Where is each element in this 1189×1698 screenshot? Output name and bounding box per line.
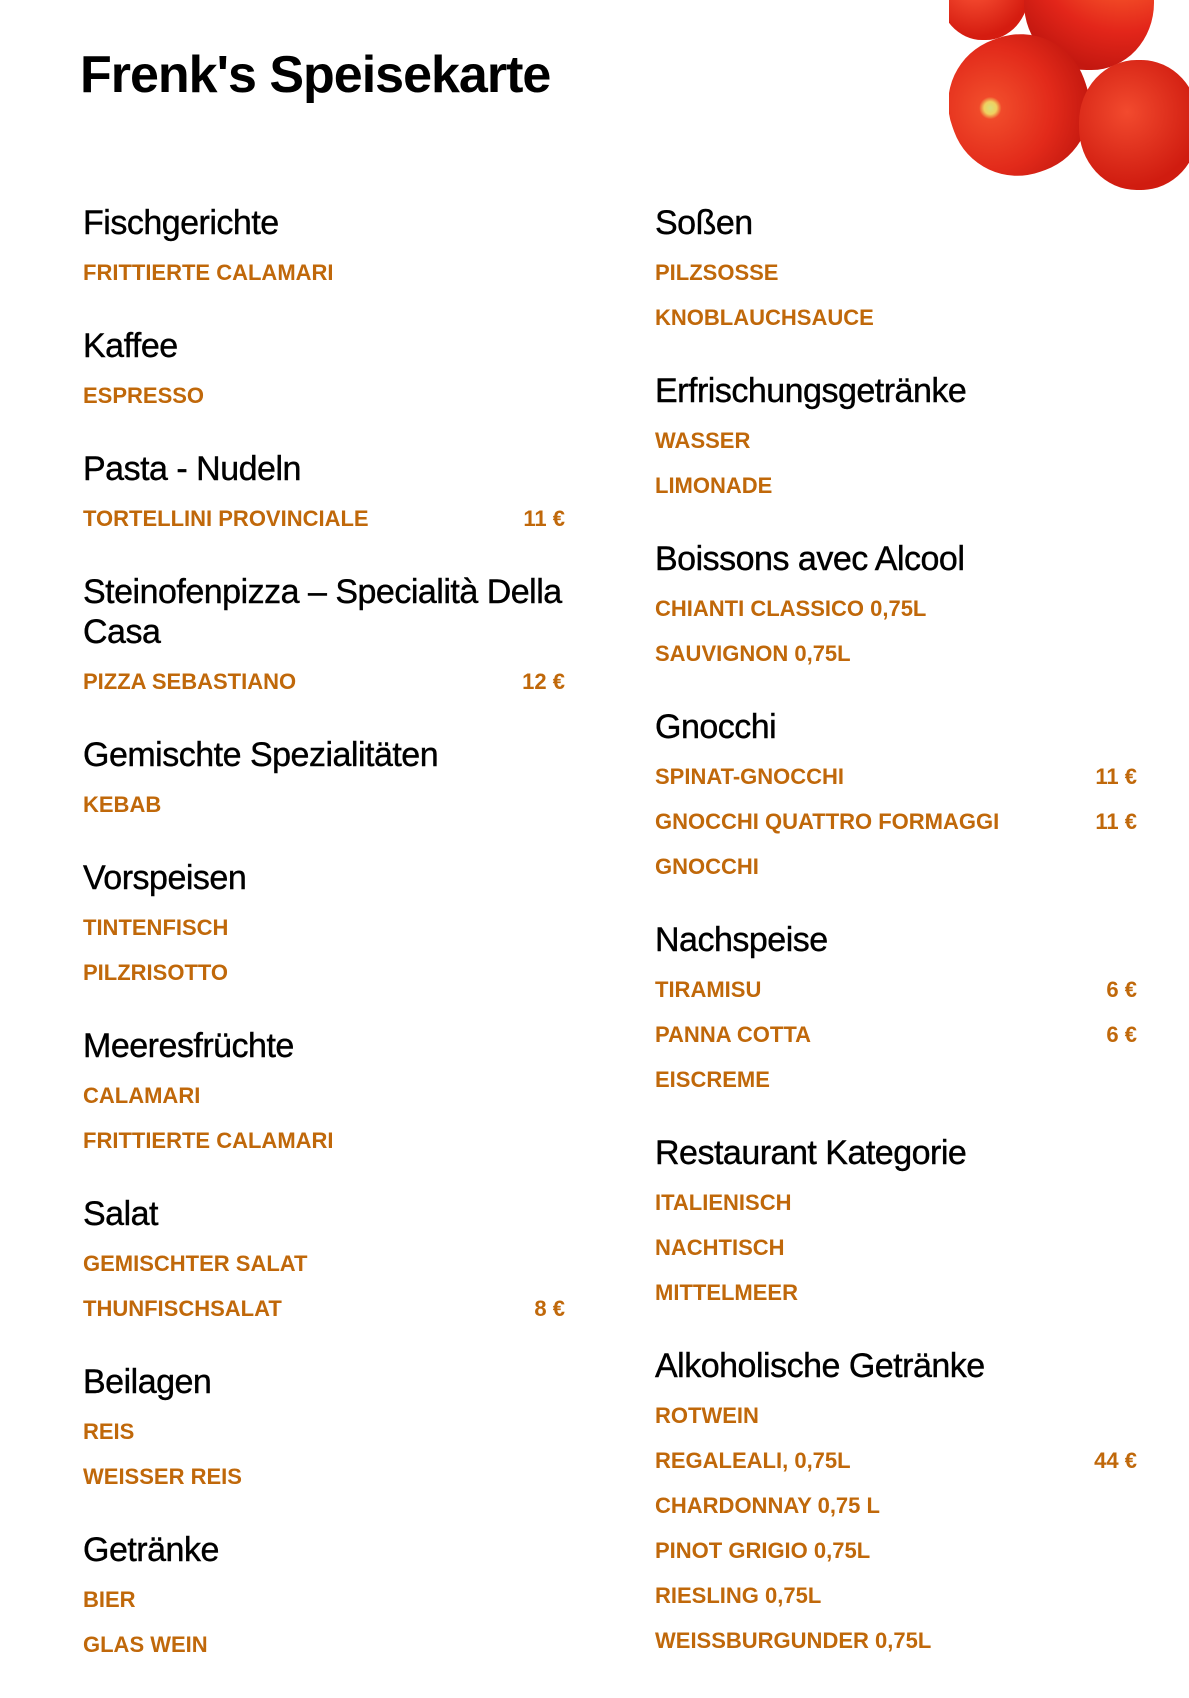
menu-item — [655, 1393, 1137, 1438]
item-name: FRITTIERTE CALAMARI — [83, 260, 334, 285]
menu-item — [655, 1573, 1137, 1618]
menu-column-left — [83, 203, 565, 1698]
item-name: THUNFISCHSALAT — [83, 1296, 282, 1321]
menu-section — [655, 539, 1137, 676]
item-name: ITALIENISCH — [655, 1190, 792, 1215]
menu-section — [83, 1194, 565, 1331]
section-heading: Restaurant Kategorie — [655, 1134, 967, 1172]
item-name: CALAMARI — [83, 1083, 201, 1108]
item-name: NACHTISCH — [655, 1235, 785, 1260]
section-heading: Getränke — [83, 1531, 219, 1569]
item-price: 8 € — [534, 1296, 565, 1321]
item-price: 11 € — [1095, 809, 1137, 834]
item-name: GEMISCHTER SALAT — [83, 1251, 308, 1276]
item-name: WASSER — [655, 428, 751, 453]
section-heading: Pasta - Nudeln — [83, 450, 301, 488]
item-price: 11 € — [523, 506, 565, 531]
item-name: EISCREME — [655, 1067, 770, 1092]
menu-item — [83, 1409, 565, 1454]
item-name: TINTENFISCH — [83, 915, 229, 940]
menu-section — [83, 1026, 565, 1163]
menu-section — [83, 1362, 565, 1499]
menu-item — [655, 586, 1137, 631]
menu-item — [83, 782, 565, 827]
page-title: Frenk's Speisekarte — [80, 46, 551, 104]
menu-item — [83, 373, 565, 418]
menu-item — [655, 463, 1137, 508]
item-name: BIER — [83, 1587, 136, 1612]
item-name: GLAS WEIN — [83, 1632, 208, 1657]
menu-section — [83, 326, 565, 418]
section-heading: Erfrischungsgetränke — [655, 372, 967, 410]
menu-item — [83, 496, 565, 541]
menu-item — [655, 1618, 1137, 1663]
menu-item — [655, 418, 1137, 463]
section-heading: Alkoholische Getränke — [655, 1347, 985, 1385]
item-name: PILZSOSSE — [655, 260, 779, 285]
menu-section — [83, 449, 565, 541]
menu-item — [83, 250, 565, 295]
item-price: 12 € — [522, 669, 565, 694]
item-name: LIMONADE — [655, 473, 773, 498]
item-name: PINOT GRIGIO 0,75L — [655, 1538, 871, 1563]
item-name: RIESLING 0,75L — [655, 1583, 822, 1608]
item-name: REIS — [83, 1419, 135, 1444]
menu-section — [655, 1133, 1137, 1315]
section-heading: Meeresfrüchte — [83, 1027, 294, 1065]
section-heading: Nachspeise — [655, 921, 828, 959]
section-heading: Boissons avec Alcool — [655, 540, 965, 578]
item-name: WEISSER REIS — [83, 1464, 242, 1489]
menu-section — [655, 1346, 1137, 1663]
menu-item — [83, 950, 565, 995]
item-name: WEISSBURGUNDER 0,75L — [655, 1628, 932, 1653]
menu-item — [83, 1073, 565, 1118]
menu-item — [83, 1454, 565, 1499]
item-price: 44 € — [1094, 1448, 1137, 1473]
section-heading: Gnocchi — [655, 708, 777, 746]
section-heading: Beilagen — [83, 1363, 212, 1401]
section-heading: Steinofenpizza – Specialità Della Casa — [83, 573, 562, 651]
menu-section — [83, 1530, 565, 1667]
section-heading: Kaffee — [83, 327, 178, 365]
menu-section — [655, 707, 1137, 889]
item-name: SAUVIGNON 0,75L — [655, 641, 851, 666]
item-name: PILZRISOTTO — [83, 960, 229, 985]
section-heading: Salat — [83, 1195, 158, 1233]
item-name: PANNA COTTA — [655, 1022, 812, 1047]
section-heading: Vorspeisen — [83, 859, 247, 897]
item-name: PIZZA SEBASTIANO — [83, 669, 297, 694]
section-heading: Fischgerichte — [83, 204, 279, 242]
menu-section — [83, 858, 565, 995]
item-name: CHIANTI CLASSICO 0,75L — [655, 596, 927, 621]
item-name: MITTELMEER — [655, 1280, 798, 1305]
menu-item — [83, 659, 565, 704]
menu-item — [83, 1577, 565, 1622]
item-name: KEBAB — [83, 792, 162, 817]
menu-item — [655, 1270, 1137, 1315]
menu-item — [83, 1286, 565, 1331]
item-name: GNOCCHI — [655, 854, 759, 879]
item-name: KNOBLAUCHSAUCE — [655, 305, 874, 330]
menu-item — [655, 1012, 1137, 1057]
tomatoes-image — [949, 0, 1189, 190]
item-name: SPINAT-GNOCCHI — [655, 764, 845, 789]
menu-section — [655, 920, 1137, 1102]
item-price: 11 € — [1095, 764, 1137, 789]
menu-item — [655, 631, 1137, 676]
item-name: TORTELLINI PROVINCIALE — [83, 506, 369, 531]
item-name: FRITTIERTE CALAMARI — [83, 1128, 334, 1153]
menu-item — [655, 754, 1137, 799]
item-name: TIRAMISU — [655, 977, 762, 1002]
menu-item — [655, 967, 1137, 1012]
section-heading: Soßen — [655, 204, 753, 242]
section-heading: Gemischte Spezialitäten — [83, 736, 439, 774]
menu-item — [655, 1180, 1137, 1225]
menu-item — [655, 250, 1137, 295]
item-price: 6 € — [1106, 1022, 1137, 1047]
item-name: ESPRESSO — [83, 383, 205, 408]
menu-item — [655, 799, 1137, 844]
menu-section — [655, 371, 1137, 508]
item-name: REGALEALI, 0,75L — [655, 1448, 851, 1473]
menu-item — [655, 1057, 1137, 1102]
menu-section — [83, 735, 565, 827]
menu-item — [655, 844, 1137, 889]
menu-item — [655, 1483, 1137, 1528]
menu-item — [655, 295, 1137, 340]
menu-section — [655, 203, 1137, 340]
menu-item — [655, 1225, 1137, 1270]
menu-column-right — [655, 203, 1137, 1694]
menu-item — [83, 905, 565, 950]
menu-section — [83, 572, 565, 704]
menu-item — [83, 1622, 565, 1667]
menu-item — [655, 1438, 1137, 1483]
menu-item — [83, 1241, 565, 1286]
menu-section — [83, 203, 565, 295]
menu-item — [83, 1118, 565, 1163]
item-name: CHARDONNAY 0,75 L — [655, 1493, 880, 1518]
item-price: 6 € — [1106, 977, 1137, 1002]
item-name: ROTWEIN — [655, 1403, 759, 1428]
menu-item — [655, 1528, 1137, 1573]
item-name: GNOCCHI QUATTRO FORMAGGI — [655, 809, 1000, 834]
